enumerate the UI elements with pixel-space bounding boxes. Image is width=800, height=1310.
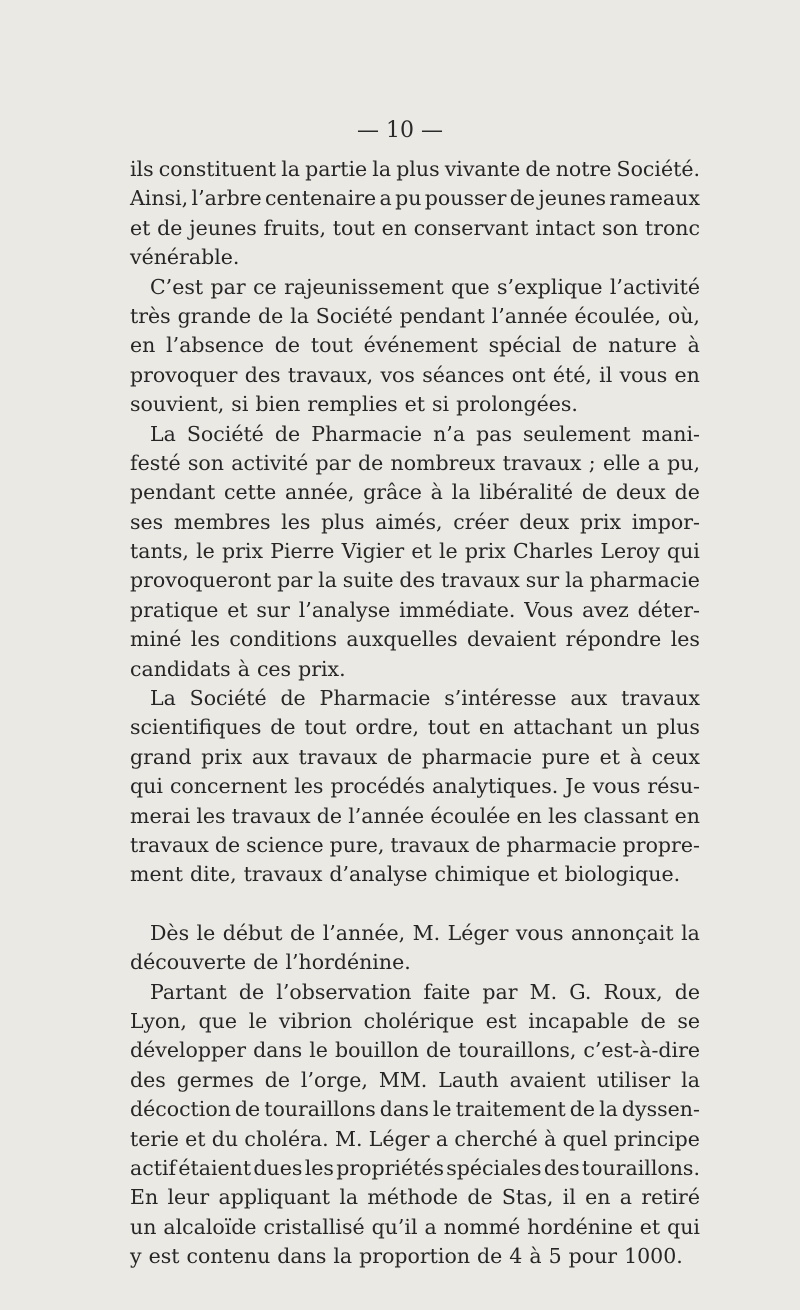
paragraph: [130, 155, 700, 273]
paragraph: [130, 273, 700, 420]
paragraph-gap: [130, 890, 700, 919]
text-line: La Société de Pharmacie s’intéresse aux travaux: [150, 686, 700, 711]
paragraph: [130, 684, 700, 890]
text-line: ses membres les plus aimés, créer deux prix impor-: [130, 509, 700, 534]
text-line: développer dans le bouillon de touraillons, c’est-à-dire: [130, 1038, 700, 1063]
text-line: y est contenu dans la proportion de 4 à 5 pour 1000.: [130, 1244, 683, 1269]
text-line: découverte de l’hordénine.: [130, 950, 411, 975]
text-line: des germes de l’orge, MM. Lauth avaient utiliser la: [130, 1067, 700, 1092]
text-line: Partant de l’observation faite par M. G. Roux, de: [150, 979, 700, 1004]
text-line: provoqueront par la suite des travaux sur la pharmacie: [130, 568, 700, 593]
text-line: qui concernent les procédés analytiques. Je vous résu-: [130, 774, 700, 799]
text-line: tants, le prix Pierre Vigier et le prix Charles Leroy qui: [130, 539, 700, 564]
text-line: et de jeunes fruits, tout en conservant intact son tronc: [130, 215, 700, 240]
text-line: C’est par ce rajeunissement que s’explique l’activité: [150, 274, 700, 299]
text-line: très grande de la Société pendant l’année écoulée, où,: [130, 303, 700, 328]
page-number: — 10 —: [357, 118, 443, 143]
text-line: ils constituent la partie la plus vivante de notre Société.: [130, 157, 700, 181]
text-line: souvient, si bien remplies et si prolongées.: [130, 392, 578, 417]
text-line: candidats à ces prix.: [130, 656, 346, 681]
text-line: La Société de Pharmacie n’a pas seulement mani-: [150, 421, 700, 446]
text-line: un alcaloïde cristallisé qu’il a nommé hordénine et qui: [130, 1214, 700, 1239]
text-line: Dès le début de l’année, M. Léger vous annonçait la: [150, 920, 700, 945]
text-line: travaux de science pure, travaux de pharmacie propre-: [130, 832, 700, 857]
text-line: Ainsi, l’arbre centenaire a pu pousser de jeunes rameaux: [130, 186, 700, 211]
text-line: pendant cette année, grâce à la libéralité de deux de: [130, 480, 700, 505]
text-line: provoquer des travaux, vos séances ont été, il vous en: [130, 362, 700, 387]
text-line: festé son activité par de nombreux travaux ; elle a pu,: [130, 450, 700, 475]
text-line: terie et du choléra. M. Léger a cherché à quel principe: [130, 1126, 700, 1151]
text-line: vénérable.: [130, 245, 240, 270]
text-line: grand prix aux travaux de pharmacie pure et à ceux: [130, 744, 700, 769]
text-line: merai les travaux de l’année écoulée en les classant en: [130, 803, 700, 828]
paragraph: [130, 978, 700, 1272]
text-line: miné les conditions auxquelles devaient répondre les: [130, 627, 700, 652]
text-line: En leur appliquant la méthode de Stas, il en a retiré: [130, 1185, 700, 1210]
text-line: actif étaient dues les propriétés spéciales des touraillons.: [130, 1155, 700, 1180]
text-line: en l’absence de tout événement spécial de nature à: [130, 333, 700, 358]
body-text: [130, 155, 700, 1271]
text-line: ment dite, travaux d’analyse chimique et biologique.: [130, 862, 681, 887]
text-line: décoction de touraillons dans le traitement de la dyssen-: [130, 1097, 700, 1122]
paragraph: [130, 919, 700, 978]
text-line: Lyon, que le vibrion cholérique est incapable de se: [130, 1008, 700, 1033]
text-line: scientifiques de tout ordre, tout en attachant un plus: [130, 715, 700, 740]
text-line: pratique et sur l’analyse immédiate. Vous avez déter-: [130, 597, 700, 622]
paragraph: [130, 420, 700, 685]
